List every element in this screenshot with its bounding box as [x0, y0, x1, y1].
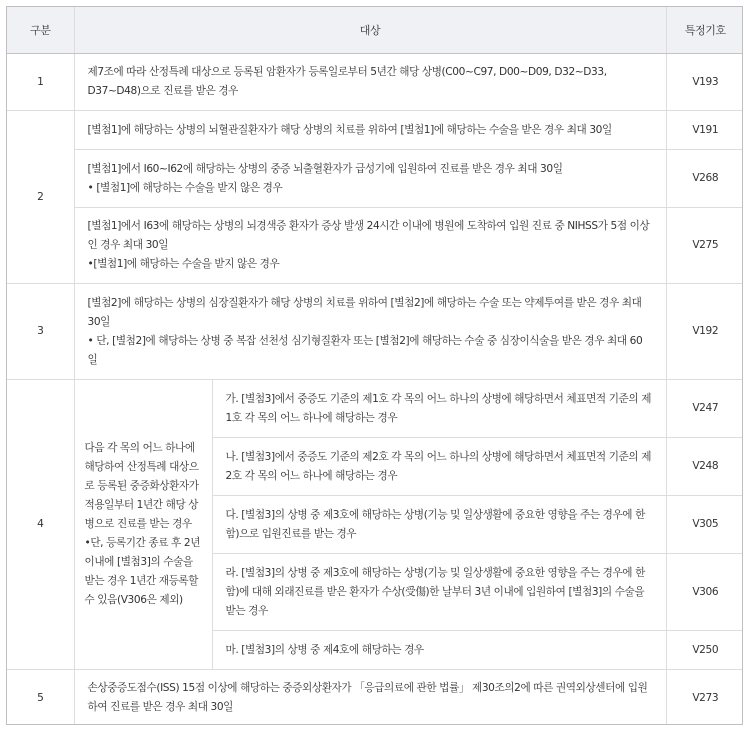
target-cell	[74, 284, 666, 380]
target-text: [별첨2]에 해당하는 상병의 심장질환자가 해당 상병의 치료를 위하여 [별첨2]에 해당하는 수술 또는 약제투여를 받은 경우 최대 30일	[87, 296, 642, 328]
special-code-table	[7, 7, 743, 725]
table-row	[7, 150, 743, 208]
target-text: [별첨1]에서 I60~I62에 해당하는 상병의 중증 뇌출혈환자가 급성기에 입원하여 진료를 받은 경우 최대 30일	[87, 162, 563, 175]
burn-criteria-cell	[74, 380, 212, 670]
burn-criteria-note: •단, 등록기간 종료 후 2년 이내에 [별첨3]의 수술을 받는 경우 1년간 재등록할 수 있음(V306은 제외)	[84, 537, 201, 606]
code-cell: V275	[666, 208, 743, 284]
header-target: 대상	[74, 7, 666, 54]
target-cell: [별첨1]에 해당하는 상병의 뇌혈관질환자가 해당 상병의 치료를 위하여 [별첨1]에 해당하는 수술을 받은 경우 최대 30일	[74, 111, 666, 150]
target-cell: 손상중증도점수(ISS) 15점 이상에 해당하는 중증외상환자가 「응급의료에 관한 법률」 제30조의2에 따른 권역외상센터에 입원하여 진료를 받은 경우 최대 30일	[87, 682, 648, 714]
table-row	[7, 54, 743, 111]
code-cell: V248	[666, 438, 743, 496]
target-note: • 단, [별첨2]에 해당하는 상병 중 복잡 선천성 심기형질환자 또는 [별첨2]에 해당하는 수술 중 심장이식술을 받은 경우 최대 60일	[87, 334, 643, 366]
target-cell: 제7조에 따라 산정특례 대상으로 등록된 암환자가 등록일로부터 5년간 해당 상병(C00~C97, D00~D09, D32~D33, D37~D48)으로 진료를 받은 경우	[74, 54, 666, 111]
code-cell: V191	[666, 111, 743, 150]
header-code: 특정기호	[666, 7, 743, 54]
target-cell: 라. [별첨3]의 상병 중 제3호에 해당하는 상병(기능 및 일상생활에 중요한 영향을 주는 경우에 한함)에 대해 외래진료를 받은 환자가 수상(受傷)한 날부터 3년 이내에 입원하여 [별첨3]의 수술을 받는 경우	[212, 554, 666, 631]
header-division: 구분	[7, 7, 74, 54]
table-row	[7, 284, 743, 380]
division-cell: 2	[7, 111, 74, 284]
target-cell: 마. [별첨3]의 상병 중 제4호에 해당하는 경우	[212, 631, 666, 670]
table-row	[7, 380, 743, 438]
target-note: •[별첨1]에 해당하는 수술을 받지 않은 경우	[87, 258, 280, 270]
benefit-table-frame	[6, 6, 743, 725]
code-cell: V247	[666, 380, 743, 438]
division-cell: 5	[7, 670, 74, 726]
code-cell: V192	[666, 284, 743, 380]
table-row	[7, 208, 743, 284]
table-row	[7, 670, 743, 726]
target-cell: 나. [별첨3]에서 중증도 기준의 제2호 각 목의 어느 하나의 상병에 해당하면서 체표면적 기준의 제2호 각 목의 어느 하나에 해당하는 경우	[212, 438, 666, 496]
code-cell: V305	[666, 496, 743, 554]
target-cell	[74, 150, 666, 208]
burn-criteria-text: 다음 각 목의 어느 하나에 해당하여 산정특례 대상으로 등록된 중증화상환자가 적용일부터 1년간 해당 상병으로 진료를 받는 경우	[84, 442, 199, 530]
division-cell: 4	[7, 380, 74, 670]
code-cell: V250	[666, 631, 743, 670]
table-header-row	[7, 7, 743, 54]
target-cell: 다. [별첨3]의 상병 중 제3호에 해당하는 상병(기능 및 일상생활에 중요한 영향을 주는 경우에 한함)으로 입원진료를 받는 경우	[212, 496, 666, 554]
table-row	[7, 111, 743, 150]
division-cell: 3	[7, 284, 74, 380]
target-text: [별첨1]에서 I63에 해당하는 상병의 뇌경색증 환자가 증상 발생 24시간 이내에 병원에 도착하여 입원 진료 중 NIHSS가 5점 이상인 경우 최대 30일	[87, 220, 650, 251]
code-cell: V306	[666, 554, 743, 631]
target-cell	[74, 208, 666, 284]
code-cell: V268	[666, 150, 743, 208]
code-cell: V273	[666, 670, 743, 726]
division-cell: 1	[7, 54, 74, 111]
target-cell: 가. [별첨3]에서 중증도 기준의 제1호 각 목의 어느 하나의 상병에 해당하면서 체표면적 기준의 제1호 각 목의 어느 하나에 해당하는 경우	[212, 380, 666, 438]
target-note: • [별첨1]에 해당하는 수술을 받지 않은 경우	[87, 181, 283, 194]
code-cell: V193	[666, 54, 743, 111]
